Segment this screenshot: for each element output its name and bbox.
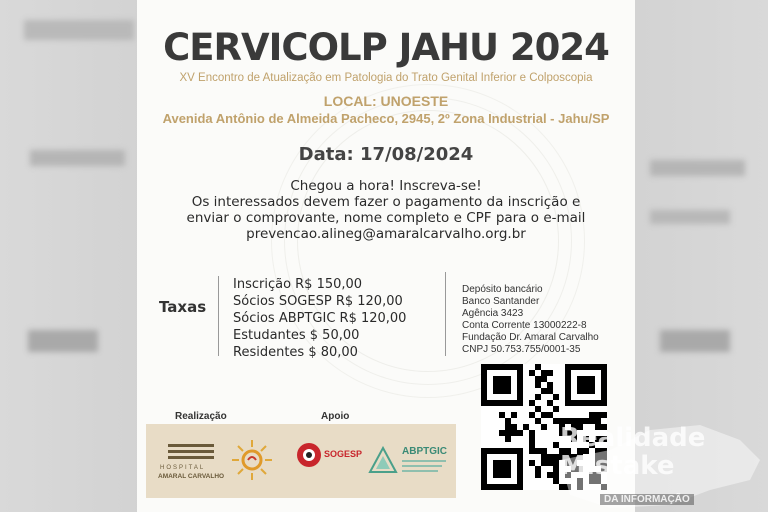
body-line: prevencao.alineg@amaralcarvalho.org.br	[246, 226, 526, 242]
body-line: Chegou a hora! Inscreva-se!	[290, 178, 482, 194]
blurred-backdrop-text	[28, 330, 98, 352]
poster-location: LOCAL: UNOESTE	[323, 93, 449, 109]
deposit-line: Fundação Dr. Amaral Carvalho	[462, 332, 599, 343]
realizacao-label: Realização	[175, 411, 227, 422]
fee-item: Sócios SOGESP R$ 120,00	[233, 294, 403, 309]
foundation-sun-icon	[230, 438, 278, 482]
watermark-subtitle: DA INFORMAÇÃO	[600, 494, 694, 505]
apoio-label: Apoio	[321, 411, 350, 422]
blurred-backdrop-text	[650, 210, 730, 224]
poster-date: Data: 17/08/2024	[298, 144, 474, 165]
deposit-line: Agência 3423	[462, 308, 524, 319]
abptgic-logo-icon	[368, 446, 398, 474]
watermark-line: Mistake	[560, 451, 675, 481]
fee-item: Sócios ABPTGIC R$ 120,00	[233, 311, 407, 326]
divider	[218, 276, 219, 356]
poster-address: Avenida Antônio de Almeida Pacheco, 2945, 2º Zona Industrial - Jahu/SP	[162, 111, 610, 126]
hospital-logo-line2: AMARAL CARVALHO	[158, 473, 225, 480]
fee-item: Inscrição R$ 150,00	[233, 277, 363, 292]
sogesp-logo-text: SOGESP	[324, 449, 363, 459]
poster-subtitle: XV Encontro de Atualização em Patologia do Trato Genital Inferior e Colposcopia	[179, 72, 593, 84]
sogesp-logo-icon	[296, 442, 322, 468]
deposit-line: Conta Corrente 13000222-8	[462, 320, 587, 331]
hospital-logo-icon	[166, 438, 216, 462]
blurred-backdrop-text	[660, 330, 730, 352]
deposit-line: Banco Santander	[462, 296, 540, 307]
body-line: Os interessados devem fazer o pagamento da inscrição e	[191, 194, 581, 210]
sponsor-logos	[146, 424, 456, 498]
taxas-label: Taxas	[159, 298, 207, 316]
deposit-line: Depósito bancário	[462, 284, 543, 295]
poster-title: CERVICOLP JAHU 2024	[163, 26, 609, 69]
blurred-backdrop-text	[30, 150, 125, 166]
blurred-backdrop-text	[24, 20, 134, 40]
deposit-line: CNPJ 50.753.755/0001-35	[462, 344, 581, 355]
watermark-title	[560, 424, 705, 480]
abptgic-logo-text: ABPTGIC	[402, 446, 447, 457]
fee-item: Estudantes $ 50,00	[233, 328, 360, 343]
fees-list	[233, 276, 406, 361]
divider	[445, 272, 446, 356]
fee-item: Residentes $ 80,00	[233, 345, 358, 360]
poster-body	[137, 178, 635, 242]
blurred-backdrop-text	[650, 160, 745, 176]
watermark-line: Realidade	[560, 423, 706, 453]
hospital-logo-line1: HOSPITAL	[160, 465, 206, 471]
deposit-info	[462, 284, 599, 356]
body-line: enviar o comprovante, nome completo e CPF para o e-mail	[186, 210, 586, 226]
